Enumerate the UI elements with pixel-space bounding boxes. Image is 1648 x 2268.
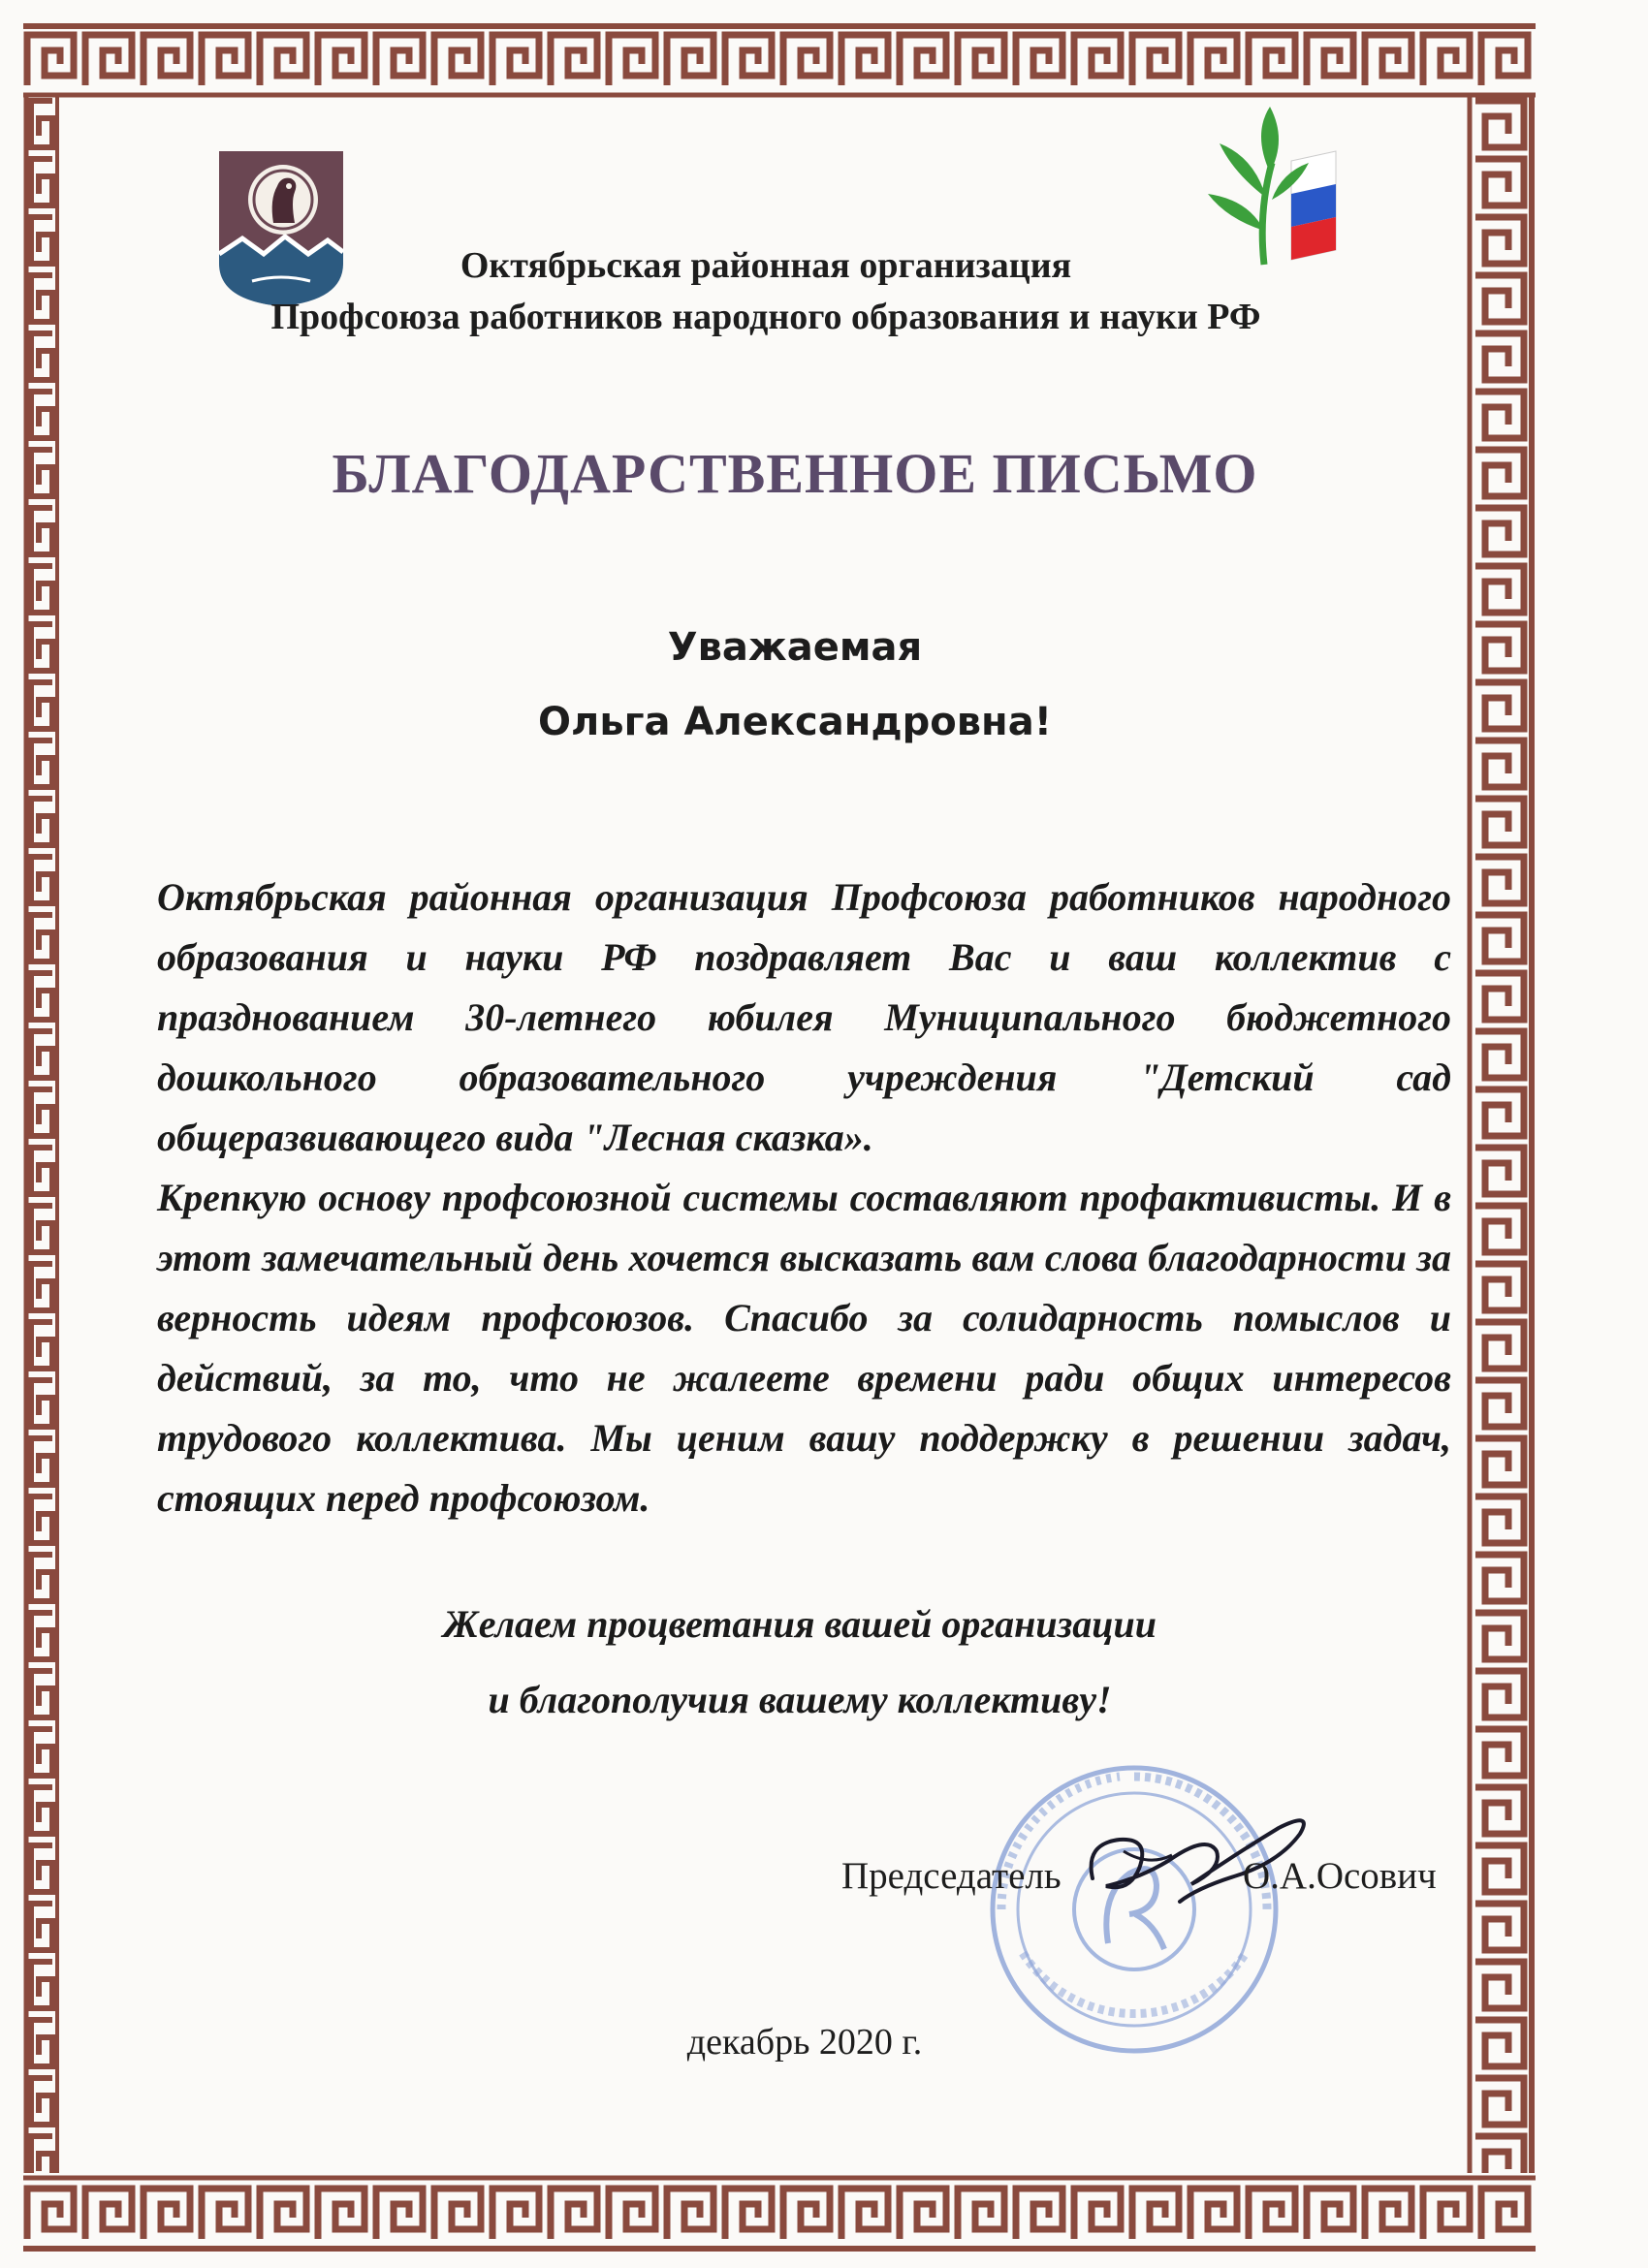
signer-name: О.А.Осович [1243,1855,1437,1897]
congratulation-paragraph: Октябрьская районная организация Профсоюза работников народного образования и науки РФ поздравляет Вас и ваш коллектив с празднованием 30-летнего юбилея Муниципального бюджетного дошкольного образовательного учреждения "Детский сад общеразвивающего вида "Лесная сказка». [157,875,1451,1159]
letter-title: БЛАГОДАРСТВЕННОЕ ПИСЬМО [332,442,1258,505]
salutation-recipient-name: Ольга Александровна! [538,700,1052,744]
salutation-line-1: Уважаемая [667,625,923,670]
right-meander-border [1466,97,1536,2173]
gratitude-paragraph: Крепкую основу профсоюзной системы составляют профактивисты. И в этот замечательный день хочется высказать вам слова благодарности за верность идеям профсоюзов. Спасибо за солидарность помыслов и действий, за то, что не жалеете времени ради общих интересов трудового коллектива. Мы ценим вашу поддержку в решении задач, стоящих перед профсоюзом. [157,1176,1451,1520]
bottom-meander-border [23,2173,1536,2252]
top-meander-border [23,21,1536,99]
letter-date: декабрь 2020 г. [686,2022,923,2063]
organization-name-line-1: Октябрьская районная организация [460,245,1072,286]
signer-role: Председатель [841,1855,1062,1897]
organization-name-line-2: Профсоюза работников народного образования и науки РФ [270,297,1261,337]
wish-line-1: Желаем процветания вашей организации [443,1602,1157,1646]
wish-line-2: и благополучия вашему коллективу! [488,1678,1112,1721]
left-meander-border [23,97,60,2173]
